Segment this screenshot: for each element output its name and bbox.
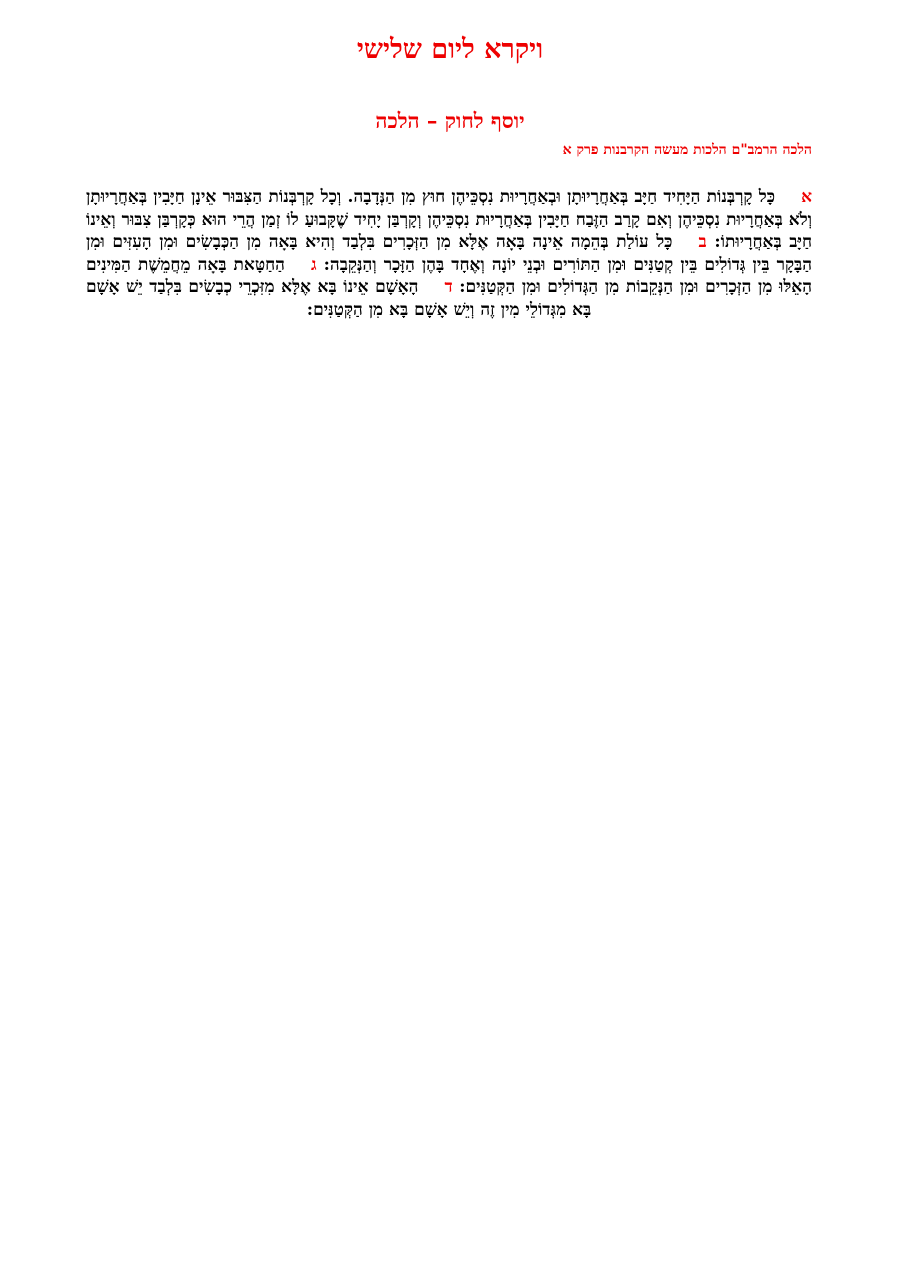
halacha-text: הַחַטָּאת בָּאָה מֵחֲמֵשֶׁת הַמִּינִים הָאֵלּוּ מִן הַזְּכָרִים וּמִן הַנְּקֵבוֹת מִן הַגְּדוֹלִים וּמִן הַקְּטַנִּים: (86, 254, 812, 298)
halacha-number: ב (698, 232, 707, 253)
halacha-text: כָּל עוֹלַת בְּהֵמָה אֵינָה בָּאָה אֶלָּא מִן הַזְּכָרִים בִּלְבַד וְהִיא בָּאָה מִן הַכְּבָשִׂים וּמִן הָעִזִּים וּמִן הַבָּקָר בֵּין גְּדוֹלִים בֵּין קְטַנִּים וּמִן הַתּוֹרִים וּבְנֵי יוֹנָה וְאֶחָד בָּהֶן הַזָּכָר וְהַנְּקֵבָה: (86, 232, 813, 275)
halacha-number: א (801, 187, 812, 207)
source-reference: הלכה הרמב"ם הלכות מעשה הקרבנות פרק א (562, 142, 812, 158)
page-title: ויקרא ליום שלישי (356, 34, 544, 65)
halacha-number: ג (310, 254, 317, 275)
section-title: יוסף לחוק – הלכה (375, 108, 525, 133)
halacha-body (86, 186, 812, 322)
halacha-text: כָּל קָרְבְּנוֹת הַיָּחִיד חַיָּב בְּאַחֲרָיוּתָן וּבְאַחֲרָיוּת נִסְכֵּיהֶן חוּץ מִן הַנְּדָבָה. וְכָל קָרְבְּנוֹת הַצִּבּוּר אֵינָן חַיָּבִין בְּאַחֲרָיוּתָן וְלֹא בְּאַחֲרָיוּת נִסְכֵּיהֶן וְאִם קָרַב הַזֶּבַח חַיָּבִין בְּאַחֲרָיוּת נִסְכֵּיהֶן וְקָרְבַּן יָחִיד שֶׁקָּבוּעַ לוֹ זְמַן הֲרֵי הוּא כְּקָרְבַּן צִבּוּר וְאֵינוֹ חַיָּב בְּאַחֲרָיוּתוֹ: (86, 187, 813, 253)
halacha-text: הָאָשָׁם אֵינוֹ בָּא אֶלָּא מִזִּכְרֵי כְבָשִׂים בִּלְבַד יֵשׁ אָשָׁם בָּא מִגְּדוֹלֵי מִין זֶה וְיֵשׁ אָשָׁם בָּא מִן הַקְּטַנִּים: (86, 277, 592, 320)
halacha-number: ד (444, 277, 453, 298)
